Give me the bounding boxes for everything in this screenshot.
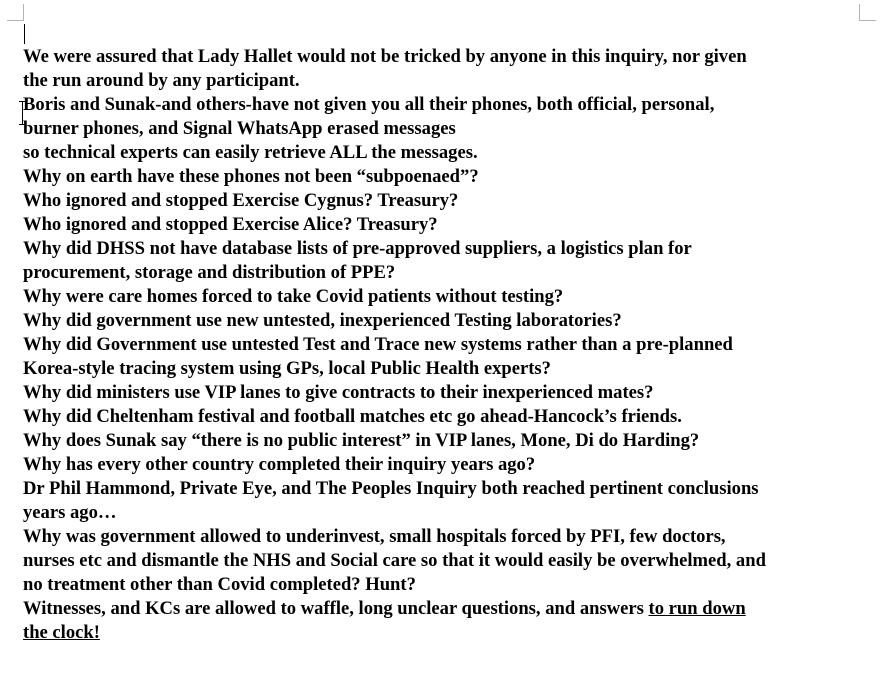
text-line[interactable]: Korea-style tracing system using GPs, local Public Health experts?	[23, 358, 551, 379]
text-line[interactable]: the run around by any participant.	[23, 70, 300, 91]
page-corner-top-right	[859, 4, 876, 21]
text-line[interactable]: Why did Government use untested Test and Trace new systems rather than a pre-planned	[23, 334, 733, 355]
text-line[interactable]: Why did ministers use VIP lanes to give contracts to their inexperienced mates?	[23, 382, 654, 403]
text-line[interactable]: Why were care homes forced to take Covid patients without testing?	[23, 286, 564, 307]
document-body-text[interactable]	[23, 45, 868, 645]
text-line[interactable]: years ago…	[23, 502, 117, 523]
text-line[interactable]: Why did DHSS not have database lists of pre-approved suppliers, a logistics plan for	[23, 238, 692, 259]
underlined-text: to run down	[648, 598, 746, 619]
text-line[interactable]: Why was government allowed to underinvest, small hospitals forced by PFI, few doctors,	[23, 526, 726, 547]
text-line[interactable]: Why does Sunak say “there is no public interest” in VIP lanes, Mone, Di do Harding?	[23, 430, 700, 451]
text-line[interactable]: so technical experts can easily retrieve ALL the messages.	[23, 142, 478, 163]
text-line[interactable]: Who ignored and stopped Exercise Cygnus? Treasury?	[23, 190, 459, 211]
page-corner-top-left	[7, 4, 24, 21]
text-line-plain-part: Witnesses, and KCs are allowed to waffle, long unclear questions, and answers	[23, 598, 649, 619]
text-line[interactable]: no treatment other than Covid completed? Hunt?	[23, 574, 416, 595]
text-line[interactable]: Why has every other country completed their inquiry years ago?	[23, 454, 536, 475]
text-cursor	[24, 24, 25, 44]
text-line[interactable]	[23, 621, 868, 645]
text-line[interactable]	[23, 597, 868, 621]
text-line[interactable]: procurement, storage and distribution of PPE?	[23, 262, 396, 283]
ibeam-cursor-icon	[19, 101, 26, 125]
text-line[interactable]: Why did government use new untested, inexperienced Testing laboratories?	[23, 310, 622, 331]
text-line[interactable]: Why on earth have these phones not been “subpoenaed”?	[23, 166, 479, 187]
text-line[interactable]: Dr Phil Hammond, Private Eye, and The Peoples Inquiry both reached pertinent conclusions	[23, 478, 759, 499]
text-line[interactable]: burner phones, and Signal WhatsApp erased messages	[23, 118, 456, 139]
text-line[interactable]: Why did Cheltenham festival and football matches etc go ahead-Hancock’s friends.	[23, 406, 682, 427]
underlined-text: the clock!	[23, 622, 100, 643]
text-line[interactable]: Who ignored and stopped Exercise Alice? Treasury?	[23, 214, 438, 235]
text-line[interactable]: nurses etc and dismantle the NHS and Social care so that it would easily be overwhelmed, and	[23, 550, 766, 571]
text-line[interactable]: We were assured that Lady Hallet would not be tricked by anyone in this inquiry, nor given	[23, 46, 747, 67]
text-line[interactable]: Boris and Sunak-and others-have not given you all their phones, both official, personal,	[23, 94, 715, 115]
